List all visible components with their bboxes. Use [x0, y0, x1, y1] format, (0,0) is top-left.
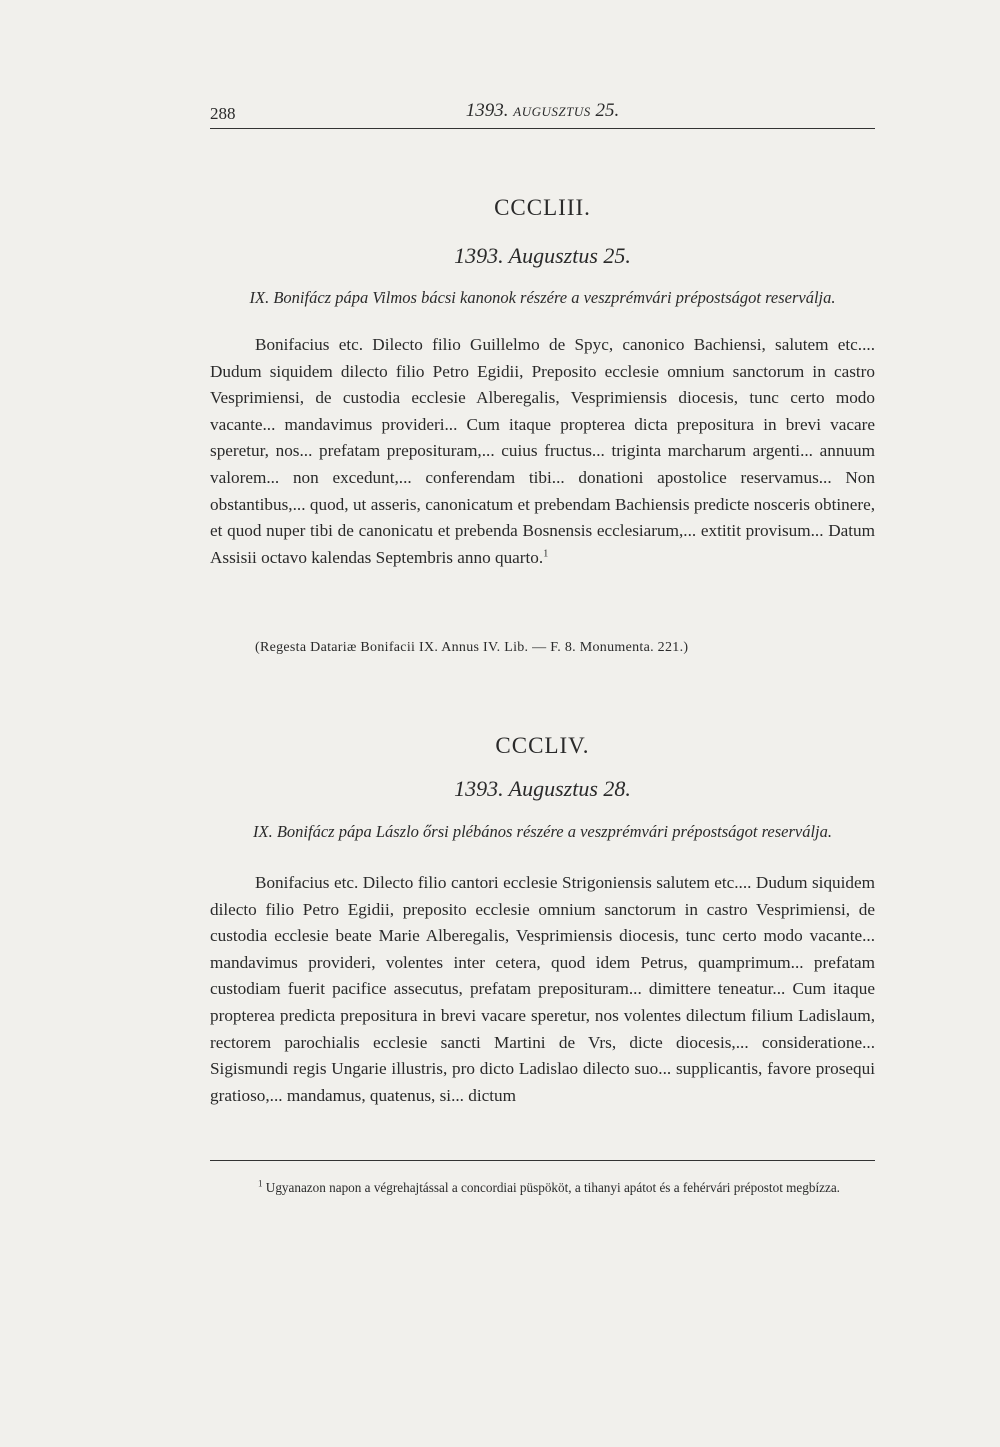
body-text: Bonifacius etc. Dilecto filio Guillelmo de Spyc, canonico Bachiensi, salutem etc.... Dudum siquidem dilecto filio Petro Egidii, Preposito ecclesie omnium sanctorum in castro Vesprimiensi, de custodia ecclesie Alberegalis, Vesprimiensis diocesis, tunc certo modo vacante... mandavimus provideri... Cum itaque propterea dicta prepositura in brevi vacare speretur, nos... prefatam preposituram,... cuius fructus... triginta marcharum argenti... annuum valorem... non excedunt,... conferendam tibi... donationi apostolice reservamus... Non obstantibus,... quod, ut asseris, canonicatum et prebendam Bachiensis predicte nosceris obtinere, et quod nuper tibi de canonicatu et prebenda Bosnensis ecclesiarum,... extitit provisum... Datum Assisii octavo kalendas Septembris anno quarto.: [210, 335, 875, 567]
header-month: AUGUSZTUS: [513, 104, 591, 119]
footnote-divider: [210, 1160, 875, 1161]
footnote: [210, 1178, 875, 1198]
header-day: 25.: [595, 100, 620, 121]
page-number: 288: [210, 104, 236, 123]
running-head: [210, 100, 875, 129]
footnote-mark: 1: [258, 1178, 263, 1189]
footnote-text: Ugyanazon napon a végrehajtással a concordiai püspököt, a tihanyi apátot és a fehérvári prépostot megbízza.: [265, 1180, 840, 1195]
document-date: 1393. Augusztus 25.: [454, 243, 631, 268]
body-text: Bonifacius etc. Dilecto filio cantori ecclesie Strigoniensis salutem etc.... Dudum siquidem dilecto filio Petro Egidii, preposito ecclesie omnium sanctorum in castro Vesprimiensi, de custodia ecclesie beate Marie Alberegalis, Vesprimiensis diocesis, tunc certo modo vacante... mandavimus provideri, volentes inter cetera, quod idem Petrus, quamprimum... prefatam custodiam fuerit pacifice assecutus, prefatam preposituram... dimittere teneatur... Cum itaque propterea predicta prepositura in brevi vacare speretur, nos volentes dilectum filium Ladislaum, rectorem parochialis ecclesie sancti Martini de Vrs, dicte diocesis,... consideratione... Sigismundi regis Ungarie illustris, pro dicto Ladislao dilecto suo... supplicantis, favore prosequi gratioso,... mandamus, quatenus, si... dictum: [210, 873, 875, 1105]
source-citation: (Regesta Datariæ Bonifacii IX. Annus IV. Lib. — F. 8. Monumenta. 221.): [255, 640, 689, 655]
document-title: IX. Bonifácz pápa Lászlo őrsi plébános részére a veszprémvári prépostságot reserválja.: [253, 822, 832, 841]
header-date: [210, 100, 875, 122]
document-number: CCCLIV.: [495, 733, 590, 758]
document-title: IX. Bonifácz pápa Vilmos bácsi kanonok részére a veszprémvári prépostságot reserválja.: [249, 288, 836, 307]
header-year: 1393.: [465, 100, 509, 121]
document-number: CCCLIII.: [494, 195, 591, 220]
document-body: [210, 332, 875, 571]
footnote-reference: 1: [543, 548, 549, 560]
document-body: [210, 870, 875, 1109]
document-date: 1393. Augusztus 28.: [454, 776, 631, 801]
